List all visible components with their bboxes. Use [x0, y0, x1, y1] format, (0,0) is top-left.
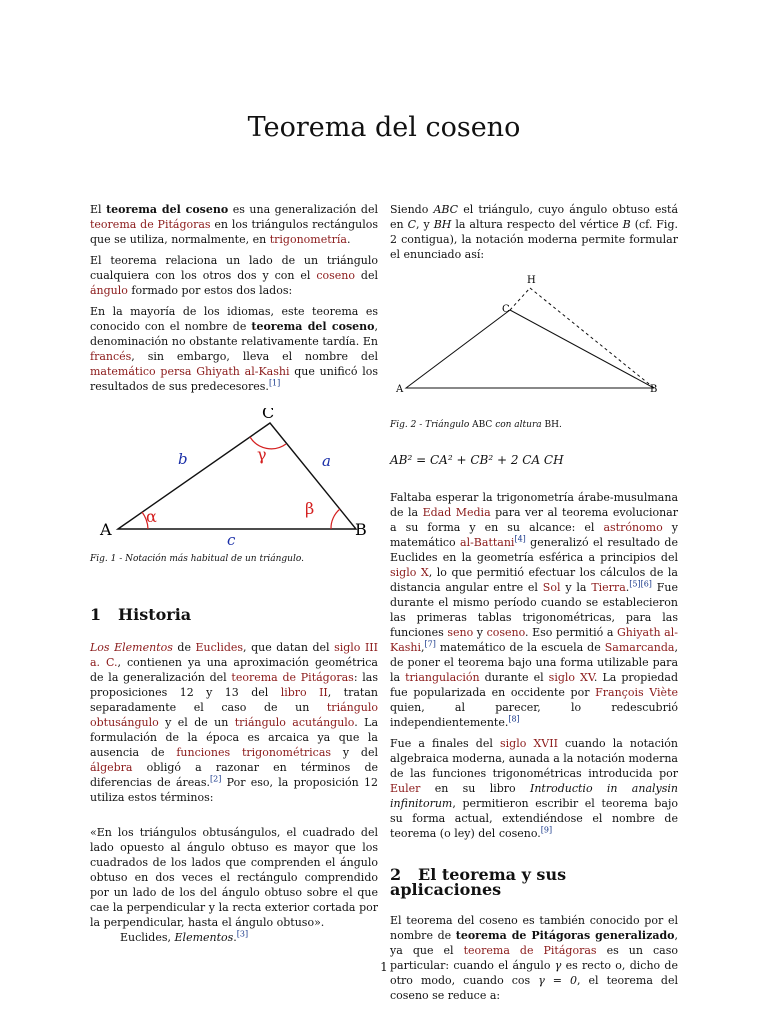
figure-2 — [390, 268, 678, 433]
vertex-c-label: C — [262, 408, 275, 422]
link-edad-media[interactable]: Edad Media — [422, 506, 491, 519]
link-los-elementos[interactable]: Los Elementos — [90, 641, 173, 654]
link-ghiyath-al-kashi-2[interactable]: Ghiyath al-Kashi — [390, 626, 678, 654]
link-siglo-xv[interactable]: siglo XV — [548, 671, 594, 684]
link-triangulacion[interactable]: triangulación — [405, 671, 480, 684]
ref-8[interactable]: [8] — [508, 714, 520, 724]
right-column — [390, 202, 678, 1009]
beta-arc — [331, 509, 340, 529]
vertex-a-label: A — [100, 520, 112, 539]
euclides-quote: «En los triángulos obtusángulos, el cuadrado del lado opuesto al ángulo obtuso es mayor que los cuadrados de los lados que comprenden el ángulo obtuso en dos veces el rectángulo comprendido por un lado de los del ángulo obtuso sobre el que cae la perpendicular y la recta exterior cortada por la perpendicular, hasta el ángulo obtuso». — [90, 826, 378, 929]
ref-7[interactable]: [7] — [424, 639, 436, 649]
link-siglo-xvii[interactable]: siglo XVII — [500, 737, 558, 750]
link-al-battani[interactable]: al-Battani — [460, 536, 515, 549]
page-number: 1 — [380, 960, 388, 974]
link-matematico[interactable]: matemático — [90, 365, 156, 378]
ref-4[interactable]: [4] — [514, 534, 526, 544]
vertex-b-label: B — [355, 520, 367, 539]
link-trigonometria[interactable]: trigonometría — [269, 233, 347, 246]
quote-attribution: Euclides, Elementos.[3] — [120, 929, 249, 944]
intro-paragraph-1: El teorema del coseno es una generalización del teorema de Pitágoras en los triángulos rectángulos que se utiliza, normalmente, en trigonometría. — [90, 203, 378, 246]
section-teorema-heading: 2 El teorema y sus aplicaciones — [390, 865, 567, 899]
link-teorema-pitagoras-2[interactable]: teorema de Pitágoras — [231, 671, 354, 684]
intro-paragraph-2: El teorema relaciona un lado de un triángulo cualquiera con los otros dos y con el coseno del ángulo formado por estos dos lados: — [90, 254, 378, 297]
link-euler[interactable]: Euler — [390, 782, 421, 795]
link-triangulo-acutangulo[interactable]: triángulo acutángulo — [234, 716, 355, 729]
link-siglo-iii[interactable]: siglo III a. C. — [90, 641, 378, 669]
link-ghiyath-al-kashi[interactable]: Ghiyath al-Kashi — [196, 365, 290, 378]
gamma-label: γ — [257, 445, 267, 464]
link-angulo[interactable]: ángulo — [90, 284, 128, 297]
ref-9[interactable]: [9] — [540, 825, 553, 835]
ref-1[interactable]: [1] — [268, 378, 281, 388]
beta-label: β — [305, 499, 315, 518]
right-paragraph-1: Siendo ABC el triángulo, cuyo ángulo obtuso está en C, y BH la altura respecto del vértice B (cf. Fig. 2 contigua), la notación moderna permite formular el enunciado así: — [390, 203, 679, 261]
triangle-figure — [90, 408, 378, 548]
link-sol[interactable]: Sol — [542, 581, 561, 594]
height-line-bh — [530, 288, 654, 388]
figure-2-caption: Fig. 2 - Triángulo ABC con altura BH. — [390, 420, 562, 430]
page-title: Teorema del coseno — [247, 112, 521, 143]
link-teorema-pitagoras-3[interactable]: teorema de Pitágoras — [463, 944, 597, 957]
link-coseno-2[interactable]: coseno — [486, 626, 526, 639]
fig2-vertex-a: A — [396, 384, 404, 395]
historia-paragraph: Los Elementos de Euclides, que datan del siglo III a. C., contienen ya una aproximación geométrica de la generalización del teorema de Pitágoras: las proposiciones 12 y 13 del libro II, tratan separadamente el caso de un triángulo obtusángulo y el de un triángulo acutángulo. La formulación de la época es arcaica ya que la ausencia de funciones trigonométricas y del álgebra obligó a razonar en términos de diferencias de áreas.[2] Por eso, la proposición 12 utiliza estos términos: — [90, 641, 379, 804]
ref-5-6[interactable]: [5][6] — [629, 579, 652, 589]
link-coseno[interactable]: coseno — [316, 269, 355, 282]
right-paragraph-3: Fue a finales del siglo XVII cuando la notación algebraica moderna, aunada a la notación moderna de las funciones trigonométricas introducida por Euler en su libro Introductio in analysin infinitorum, permitieron escribir el teorema bajo su forma actual, extendiéndose el nombre de teorema (o ley) del coseno.[9] — [390, 737, 678, 840]
section-historia-heading: 1 Historia — [90, 605, 192, 624]
extension-line-ch — [510, 288, 530, 310]
obtuse-triangle-figure — [390, 268, 678, 408]
left-column — [90, 202, 378, 951]
ref-3[interactable]: [3] — [236, 929, 249, 939]
gamma-arc — [250, 437, 286, 449]
link-seno[interactable]: seno — [447, 626, 474, 639]
link-funciones-trigonometricas[interactable]: funciones trigonométricas — [176, 746, 332, 759]
link-teorema-pitagoras[interactable]: teorema de Pitágoras — [90, 218, 211, 231]
right-paragraph-2: Faltaba esperar la trigonometría árabe-musulmana de la Edad Media para ver al teorema evolucionar a su forma y en su alcance: el astrónomo y matemático al-Battani[4] generalizó el resultado de Euclides en la geometría esférica a principios del siglo X, lo que permitió efectuar los cálculos de la distancia angular entre el Sol y la Tierra.[5][6] Fue durante el mismo período cuando se establecieron las primeras tablas trigonométricas, para las funciones seno y coseno. Eso permitió a Ghiyath al-Kashi,[7] matemático de la escuela de Samarcanda, de poner el teorema bajo una forma utilizable para la triangulación durante el siglo XV. La propiedad fue popularizada en occidente por François Viète quien, al parecer, lo redescubrió independientemente.[8] — [390, 491, 679, 729]
link-persa[interactable]: persa — [160, 365, 192, 378]
fig2-vertex-c: C — [502, 304, 510, 315]
link-tierra[interactable]: Tierra — [591, 581, 626, 594]
side-c-label: c — [227, 531, 236, 548]
alpha-label: α — [146, 507, 157, 526]
link-euclides[interactable]: Euclides — [195, 641, 244, 654]
figure-1 — [90, 408, 378, 567]
link-triangulo-obtusangulo[interactable]: triángulo obtusángulo — [90, 701, 378, 729]
right-paragraph-4: El teorema del coseno es también conocido por el nombre de teorema de Pitágoras generalizado, ya que el teorema de Pitágoras es un caso particular: cuando el ángulo γ es recto o, dicho de otro modo, cuando cos γ = 0, el teorema del coseno se reduce a: — [390, 914, 678, 1002]
fig2-vertex-b: B — [650, 384, 658, 395]
side-a-label: a — [322, 452, 331, 470]
side-b-label: b — [178, 450, 188, 468]
link-frances[interactable]: francés — [90, 350, 132, 363]
intro-paragraph-3: En la mayoría de los idiomas, este teorema es conocido con el nombre de teorema del coseno, denominación no obstante relativamente tardía. En francés, sin embargo, lleva el nombre del matemático persa Ghiyath al-Kashi que unificó los resultados de sus predecesores.[1] — [90, 305, 379, 393]
ref-2[interactable]: [2] — [210, 774, 222, 784]
link-samarcanda[interactable]: Samarcanda — [604, 641, 675, 654]
link-astronomo[interactable]: astrónomo — [603, 521, 663, 534]
link-algebra[interactable]: álgebra — [90, 761, 133, 774]
triangle-abc-obtuse — [406, 310, 654, 388]
link-libro-ii[interactable]: libro II — [280, 686, 328, 699]
figure-1-caption: Fig. 1 - Notación más habitual de un triángulo. — [90, 554, 304, 564]
fig2-vertex-h: H — [527, 275, 536, 286]
cosine-equation: AB² = CA² + CB² + 2 CA CH — [390, 453, 564, 467]
link-siglo-x[interactable]: siglo X — [390, 566, 429, 579]
link-francois-viete[interactable]: François Viète — [595, 686, 678, 699]
